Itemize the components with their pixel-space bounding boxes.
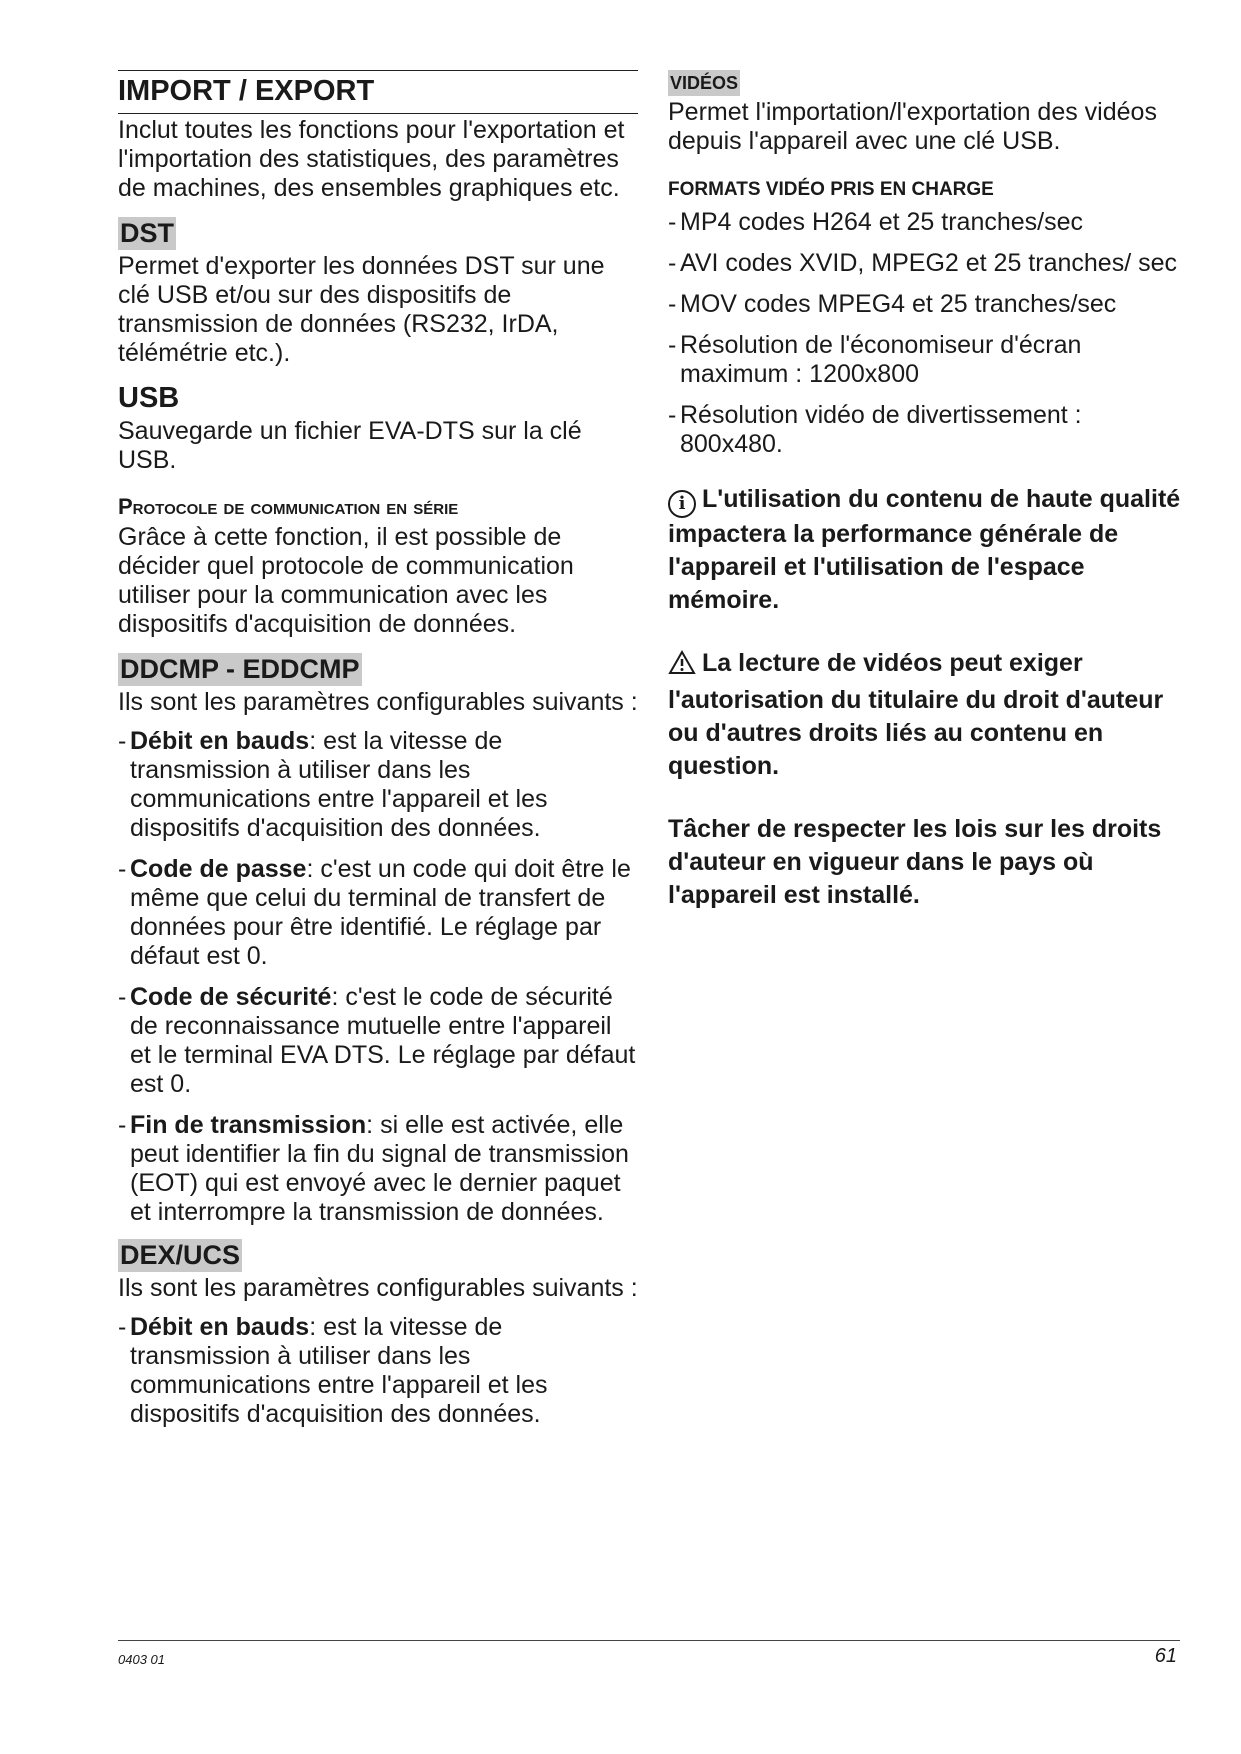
list-item: - MOV codes MPEG4 et 25 tranches/sec	[668, 290, 1188, 319]
list-item-text: : si elle est activée, elle peut identifier la fin du signal de transmission (EOT) qui est envoyé avec le dernier paquet et interrompre la transmission de données.	[130, 1110, 629, 1226]
dex-heading: DEX/UCS	[120, 1239, 241, 1270]
list-item	[118, 1313, 638, 1429]
intro-text: Inclut toutes les fonctions pour l'exportation et l'importation des statistiques, des paramètres de machines, des ensembles graphiques etc.	[118, 115, 625, 202]
list-item-term: Débit en bauds	[130, 726, 310, 755]
info-icon: i	[668, 490, 696, 518]
list-item-term: Code de sécurité	[130, 982, 332, 1011]
dst-text: Permet d'exporter les données DST sur une clé USB et/ou sur des dispositifs de transmission de données (RS232, IrDA, télémétrie etc.).	[118, 251, 605, 367]
list-item-text: : c'est un code qui doit être le même que celui du terminal de transfert de données pour être identifié. Le réglage par défaut est 0.	[130, 854, 631, 970]
list-item-text: : c'est le code de sécurité de reconnaissance mutuelle entre l'appareil et le terminal EVA DTS. Le réglage par défaut est 0.	[130, 982, 636, 1098]
list-item-text: : est la vitesse de transmission à utiliser dans les communications entre l'appareil et les dispositifs d'acquisition des données.	[130, 1312, 548, 1428]
list-item-term: Débit en bauds	[130, 1312, 310, 1341]
dex-intro: Ils sont les paramètres configurables suivants :	[118, 1273, 638, 1302]
videos-text: Permet l'importation/l'exportation des vidéos depuis l'appareil avec une clé USB.	[668, 98, 1157, 155]
usb-text: Sauvegarde un fichier EVA-DTS sur la clé USB.	[118, 416, 582, 474]
protocol-heading: Protocole de communication en série	[118, 493, 459, 519]
list-item-term: Fin de transmission	[130, 1110, 367, 1139]
usb-heading: USB	[118, 381, 180, 414]
list-item	[118, 855, 638, 971]
list-item-text: : est la vitesse de transmission à utiliser dans les communications entre l'appareil et les dispositifs d'acquisition des données.	[130, 726, 548, 842]
list-item	[118, 727, 638, 843]
protocol-text: Grâce à cette fonction, il est possible de décider quel protocole de communication utiliser pour la communication avec les dispositifs d'acquisition de données.	[118, 522, 574, 638]
warning-icon	[668, 650, 696, 684]
doc-code: 0403 01	[118, 1652, 165, 1667]
warning-note	[668, 647, 1188, 783]
dst-heading: DST	[120, 217, 174, 248]
ddcmp-intro: Ils sont les paramètres configurables suivants :	[118, 687, 638, 716]
videos-heading: VIDÉOS	[668, 70, 740, 96]
ddcmp-heading: DDCMP - EDDCMP	[120, 653, 360, 684]
section-title: IMPORT / EXPORT	[118, 70, 638, 114]
formats-heading: FORMATS VIDÉO PRIS EN CHARGE	[668, 179, 994, 200]
left-column	[118, 70, 638, 1441]
ddcmp-list	[118, 727, 638, 1227]
list-item: - MP4 codes H264 et 25 tranches/sec	[668, 208, 1188, 237]
info-note-text: L'utilisation du contenu de haute qualité impactera la performance générale de l'appareil et l'utilisation de l'espace mémoire.	[668, 485, 1181, 614]
footer-divider	[118, 1640, 1180, 1641]
list-item	[118, 1111, 638, 1227]
list-item: - Résolution de l'économiseur d'écran maximum : 1200x800	[668, 331, 1188, 389]
dex-list	[118, 1313, 638, 1429]
law-note: Tâcher de respecter les lois sur les droits d'auteur en vigueur dans le pays où l'appareil est installé.	[668, 815, 1162, 909]
list-item-term: Code de passe	[130, 854, 307, 883]
info-note	[668, 483, 1188, 617]
right-column	[668, 70, 1188, 912]
list-item: - Résolution vidéo de divertissement : 800x480.	[668, 401, 1188, 459]
list-item: - AVI codes XVID, MPEG2 et 25 tranches/ sec	[668, 249, 1188, 278]
list-item	[118, 983, 638, 1099]
warning-note-text: La lecture de vidéos peut exiger l'autorisation du titulaire du droit d'auteur ou d'autres droits liés au contenu en question.	[668, 649, 1164, 780]
formats-list	[668, 208, 1188, 459]
page-number: 61	[1154, 1645, 1177, 1667]
